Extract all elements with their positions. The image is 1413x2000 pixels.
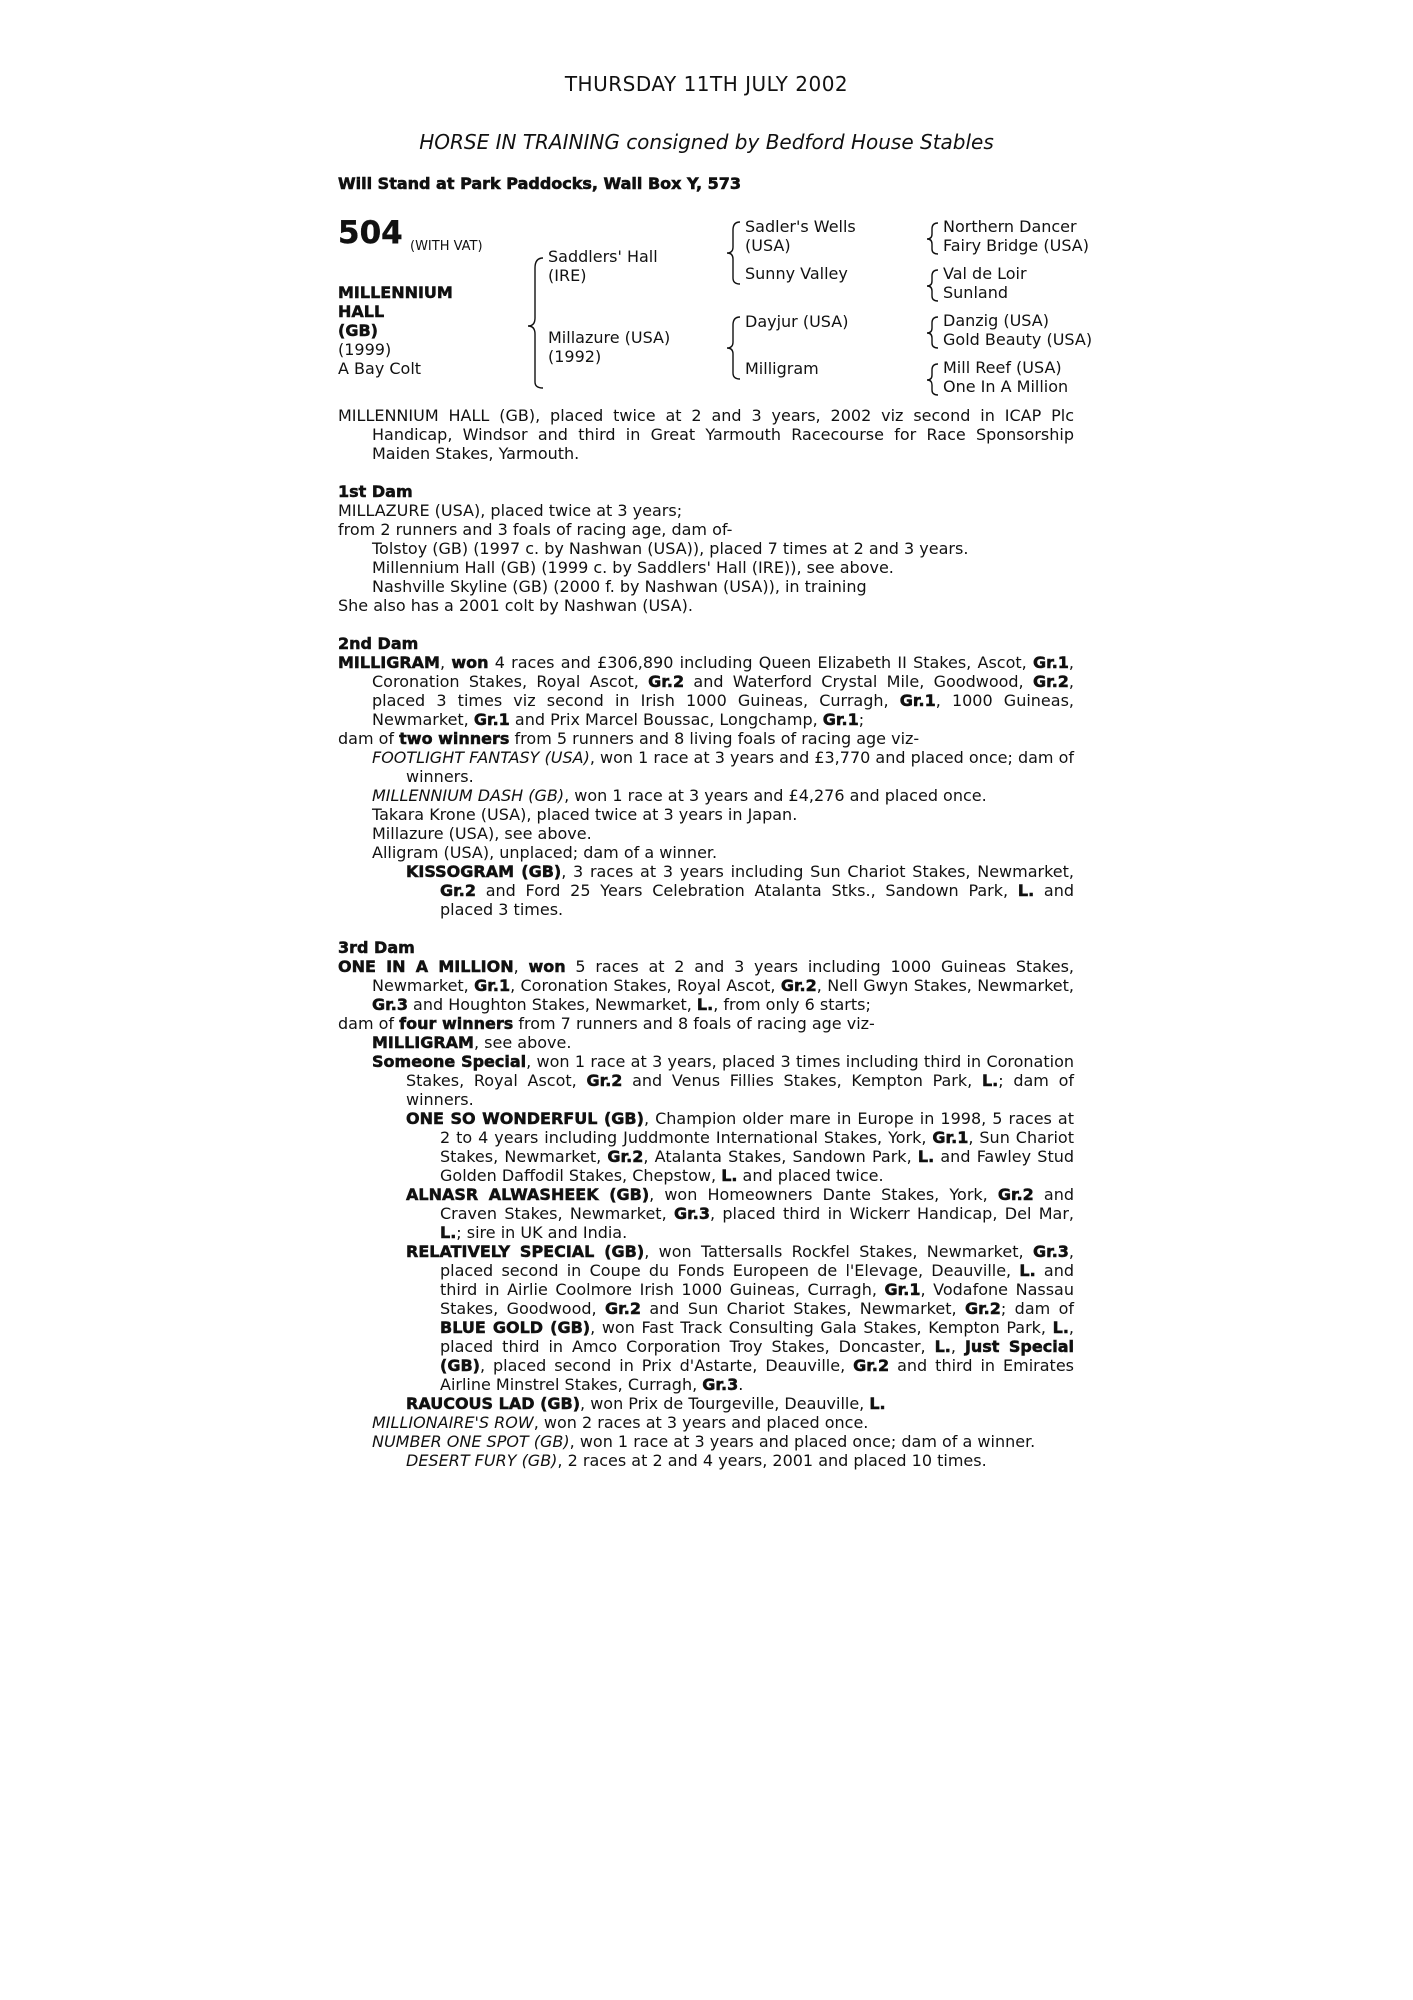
grand-progeny-entry: [338, 1185, 1074, 1242]
record-text: , Coronation Stakes, Royal Ascot,: [510, 976, 781, 995]
ggp-name: Danzig (USA): [943, 311, 1049, 330]
record-text: and Prix Marcel Boussac, Longchamp,: [509, 710, 823, 729]
foal-entry: Nashville Skyline (GB) (2000 f. by Nashwan (USA)), in training: [372, 577, 867, 596]
group-badge: Gr.1: [884, 1280, 921, 1299]
listed-badge: L.: [1052, 1318, 1069, 1337]
lot-number: 504: [338, 215, 403, 251]
progeny-name: DESERT FURY (GB): [406, 1451, 558, 1470]
record-text: , see above.: [473, 1033, 572, 1052]
group-badge: Gr.3: [702, 1375, 739, 1394]
dam-dam-name: Milligram: [745, 359, 819, 378]
record-text: 4 races and £306,890 including Queen Elizabeth II Stakes, Ascot,: [488, 653, 1033, 672]
record-text: and Waterford Crystal Mile, Goodwood,: [684, 672, 1033, 691]
foal-entry: Millennium Hall (GB) (1999 c. by Saddlers' Hall (IRE)), see above.: [372, 558, 894, 577]
group-badge: Gr.2: [853, 1356, 890, 1375]
progeny-name: BLUE GOLD (GB): [440, 1318, 591, 1337]
group-badge: Gr.1: [822, 710, 859, 729]
record-text: , won Fast Track Consulting Gala Stakes, Kempton Park,: [590, 1318, 1053, 1337]
record-text: dam of: [338, 729, 400, 748]
record-text: and Ford 25 Years Celebration Atalanta Stks., Sandown Park,: [475, 881, 1018, 900]
ggp-name: Gold Beauty (USA): [943, 330, 1093, 349]
record-text: from 7 runners and 8 foals of racing age viz-: [513, 1014, 875, 1033]
intro-section: [338, 406, 1074, 463]
progeny-name: RELATIVELY SPECIAL (GB): [406, 1242, 645, 1261]
progeny-entry: [338, 1432, 1074, 1451]
sale-date: THURSDAY 11TH JULY 2002: [564, 72, 849, 96]
listed-badge: L.: [696, 995, 714, 1014]
progeny-name: ONE SO WONDERFUL (GB): [406, 1109, 644, 1128]
progeny-entry: Millazure (USA), see above.: [372, 824, 592, 843]
group-badge: Gr.1: [899, 691, 936, 710]
sire-line: (IRE): [548, 266, 587, 285]
group-badge: Gr.2: [605, 1299, 641, 1318]
record-text: ,: [950, 1337, 965, 1356]
record-text: and third in Emirates Airline Minstrel Stakes, Curragh,: [440, 1356, 1075, 1394]
dam-sire-name: Dayjur (USA): [745, 312, 849, 331]
record-text: and Houghton Stakes, Newmarket,: [407, 995, 697, 1014]
record-text: , won 1 race at 3 years and placed once; dam of a winner.: [569, 1432, 1036, 1451]
ggp-name: Val de Loir: [943, 264, 1027, 283]
record-text: ;: [858, 710, 865, 729]
second-dam-heading: 2nd Dam: [338, 634, 419, 653]
progeny-entry: Takara Krone (USA), placed twice at 3 years in Japan.: [372, 805, 798, 824]
group-badge: Gr.2: [440, 881, 476, 900]
group-badge: Gr.3: [372, 995, 408, 1014]
grand-progeny-entry: [338, 1109, 1074, 1185]
group-badge: Gr.1: [473, 710, 510, 729]
grand-progeny-entry: [338, 1451, 1074, 1470]
listed-badge: L.: [917, 1147, 935, 1166]
listed-badge: L.: [1017, 881, 1035, 900]
intro-paragraph: MILLENNIUM HALL (GB), placed twice at 2 and 3 years, 2002 viz second in ICAP Plc Handicap, Windsor and third in Great Yarmouth Racecourse for Race Sponsorship Maiden Stakes, Yarmouth.: [338, 406, 1074, 463]
progeny-name: MILLIGRAM: [372, 1033, 474, 1052]
record-text: , from only 6 starts;: [713, 995, 871, 1014]
progeny-name: RAUCOUS LAD (GB): [406, 1394, 581, 1413]
sire-line: Saddlers' Hall: [548, 247, 658, 266]
dam-name: MILLIGRAM: [338, 653, 440, 672]
record-text: and third in Airlie Coolmore Irish 1000 Guineas, Curragh,: [440, 1261, 1075, 1299]
record-text: , 1000 Guineas, Newmarket,: [372, 691, 1075, 729]
horse-name-line: HALL: [338, 302, 385, 321]
grand-progeny-entry: [338, 862, 1074, 919]
group-badge: Gr.2: [586, 1071, 623, 1090]
sire-name: [548, 247, 658, 285]
record-text: from 5 runners and 8 living foals of racing age viz-: [509, 729, 920, 748]
group-badge: Gr.2: [780, 976, 817, 995]
record-text: , won 1 race at 3 years and £3,770 and placed once; dam of winners.: [406, 748, 1075, 786]
first-dam-line: MILLAZURE (USA), placed twice at 3 years;: [338, 501, 683, 520]
foal-entry: Tolstoy (GB) (1997 c. by Nashwan (USA)), placed 7 times at 2 and 3 years.: [372, 539, 969, 558]
record-text: , placed third in Wickerr Handicap, Del Mar,: [709, 1204, 1075, 1223]
record-text: dam of: [338, 1014, 400, 1033]
record-text: 5 races at 2 and 3 years including 1000 Guineas Stakes, Newmarket,: [372, 957, 1075, 995]
progeny-name: MILLENNIUM DASH (GB): [372, 786, 565, 805]
won-word: won: [528, 957, 566, 976]
group-badge: Gr.2: [964, 1299, 1001, 1318]
sire-sire-line: (USA): [745, 236, 791, 255]
dam-of-line: [338, 729, 1074, 748]
progeny-name: FOOTLIGHT FANTASY (USA): [372, 748, 590, 767]
foaling-year: (1999): [338, 340, 392, 359]
ggp-name: Fairy Bridge (USA): [943, 236, 1089, 255]
record-text: , Sun Chariot Stakes, Newmarket,: [440, 1128, 1074, 1166]
record-text: , Vodafone Nassau Stakes, Goodwood,: [440, 1280, 1074, 1318]
progeny-name: ALNASR ALWASHEEK (GB): [406, 1185, 650, 1204]
record-text: , 3 races at 3 years including Sun Chariot Stakes, Newmarket,: [561, 862, 1074, 881]
ggp-name: Mill Reef (USA): [943, 358, 1062, 377]
record-text: , placed 3 times viz second in Irish 1000 Guineas, Curragh,: [372, 672, 1075, 710]
horse-name-line: MILLENNIUM: [338, 283, 453, 302]
record-text: and placed 3 times.: [440, 881, 1075, 919]
record-text: ; dam of winners.: [406, 1071, 1075, 1109]
record-text: , placed third in Amco Corporation Troy Stakes, Doncaster,: [440, 1318, 1074, 1356]
listed-badge: L.: [981, 1071, 999, 1090]
record-text: , Champion older mare in Europe in 1998, 5 races at 2 to 4 years including Juddmonte International Stakes, York,: [440, 1109, 1075, 1147]
second-dam-record: [338, 653, 1074, 729]
won-word: won: [451, 653, 489, 672]
sire-sire-line: Sadler's Wells: [745, 217, 856, 236]
group-badge: Gr.2: [1032, 672, 1069, 691]
progeny-entry: [338, 786, 1074, 805]
record-text: , won 1 race at 3 years, placed 3 times including third in Coronation Stakes, Royal Ascot,: [406, 1052, 1075, 1090]
progeny-entry: Alligram (USA), unplaced; dam of a winner.: [372, 843, 718, 862]
ggp-name: Northern Dancer: [943, 217, 1077, 236]
winners-count: two winners: [399, 729, 510, 748]
group-badge: Gr.2: [607, 1147, 644, 1166]
group-badge: Gr.2: [648, 672, 685, 691]
ggp-name: One In A Million: [943, 377, 1069, 396]
record-text: and Venus Fillies Stakes, Kempton Park,: [622, 1071, 982, 1090]
group-badge: Gr.3: [1032, 1242, 1069, 1261]
listed-badge: L.: [869, 1394, 886, 1413]
group-badge: Gr.1: [932, 1128, 969, 1147]
first-dam-section: [338, 482, 1074, 615]
horse-name-line: (GB): [338, 321, 378, 340]
listed-badge: L.: [934, 1337, 951, 1356]
progeny-entry: [338, 748, 1074, 786]
first-dam-line: from 2 runners and 3 foals of racing age, dam of-: [338, 520, 733, 539]
record-text: , Coronation Stakes, Royal Ascot,: [372, 653, 1074, 691]
sire-sire-name: [745, 217, 856, 255]
second-dam-section: [338, 634, 1074, 919]
progeny-entry: [338, 1033, 1074, 1052]
third-dam-heading: 3rd Dam: [338, 938, 415, 957]
record-text: .: [738, 1375, 744, 1394]
record-text: and placed twice.: [737, 1166, 884, 1185]
grand-progeny-entry: [338, 1242, 1074, 1394]
record-text: and Sun Chariot Stakes, Newmarket,: [640, 1299, 965, 1318]
record-text: , placed second in Coupe du Fonds Europeen de l'Elevage, Deauville,: [440, 1242, 1074, 1280]
progeny-entry: [338, 1413, 1074, 1432]
progeny-name: Just Special (GB): [440, 1337, 1074, 1375]
group-badge: Gr.3: [674, 1204, 710, 1223]
first-dam-heading: 1st Dam: [338, 482, 413, 501]
listed-badge: L.: [721, 1166, 738, 1185]
dam-line: (1992): [548, 347, 602, 366]
listed-badge: L.: [440, 1223, 457, 1242]
stand-location: Will Stand at Park Paddocks, Wall Box Y, 573: [338, 174, 742, 193]
vat-note: (WITH VAT): [410, 239, 483, 254]
record-text: , 2 races at 2 and 4 years, 2001 and placed 10 times.: [557, 1451, 987, 1470]
record-text: , Nell Gwyn Stakes, Newmarket,: [816, 976, 1075, 995]
progeny-name: MILLIONAIRE'S ROW: [372, 1413, 534, 1432]
third-dam-section: [338, 938, 1074, 1470]
first-dam-footer: She also has a 2001 colt by Nashwan (USA).: [338, 596, 693, 615]
record-text: and Fawley Stud Golden Daffodil Stakes, Chepstow,: [440, 1147, 1075, 1185]
progeny-name: KISSOGRAM (GB): [406, 862, 562, 881]
record-text: , won Homeowners Dante Stakes, York,: [649, 1185, 998, 1204]
winners-count: four winners: [399, 1014, 514, 1033]
group-badge: Gr.1: [474, 976, 511, 995]
comma: ,: [439, 653, 452, 672]
record-text: , won 2 races at 3 years and placed once.: [533, 1413, 869, 1432]
grand-progeny-entry: [338, 1394, 1074, 1413]
record-text: , Atalanta Stakes, Sandown Park,: [643, 1147, 918, 1166]
record-text: and Craven Stakes, Newmarket,: [440, 1185, 1075, 1223]
horse-description: A Bay Colt: [338, 359, 422, 378]
group-badge: Gr.1: [1032, 653, 1069, 672]
group-badge: Gr.2: [997, 1185, 1034, 1204]
dam-line: Millazure (USA): [548, 328, 671, 347]
pedigree-block: [338, 216, 1098, 398]
record-text: , won 1 race at 3 years and £4,276 and placed once.: [564, 786, 987, 805]
record-text: ; dam of: [1000, 1299, 1075, 1318]
sire-dam-name: Sunny Valley: [745, 264, 848, 283]
progeny-entry: [338, 1052, 1074, 1109]
third-dam-record: [338, 957, 1074, 1014]
progeny-name: NUMBER ONE SPOT (GB): [372, 1432, 570, 1451]
dam-of-line: [338, 1014, 1074, 1033]
record-text: ; sire in UK and India.: [456, 1223, 628, 1242]
progeny-name: Someone Special: [372, 1052, 527, 1071]
record-text: , won Prix de Tourgeville, Deauville,: [580, 1394, 870, 1413]
record-text: , placed second in Prix d'Astarte, Deauville,: [479, 1356, 854, 1375]
comma: ,: [513, 957, 529, 976]
dam-name: [548, 328, 670, 366]
consignment-line: HORSE IN TRAINING consigned by Bedford House Stables: [419, 130, 994, 154]
record-text: , won Tattersalls Rockfel Stakes, Newmarket,: [644, 1242, 1033, 1261]
ggp-name: Sunland: [943, 283, 1008, 302]
listed-badge: L.: [1019, 1261, 1036, 1280]
dam-name: ONE IN A MILLION: [338, 957, 514, 976]
